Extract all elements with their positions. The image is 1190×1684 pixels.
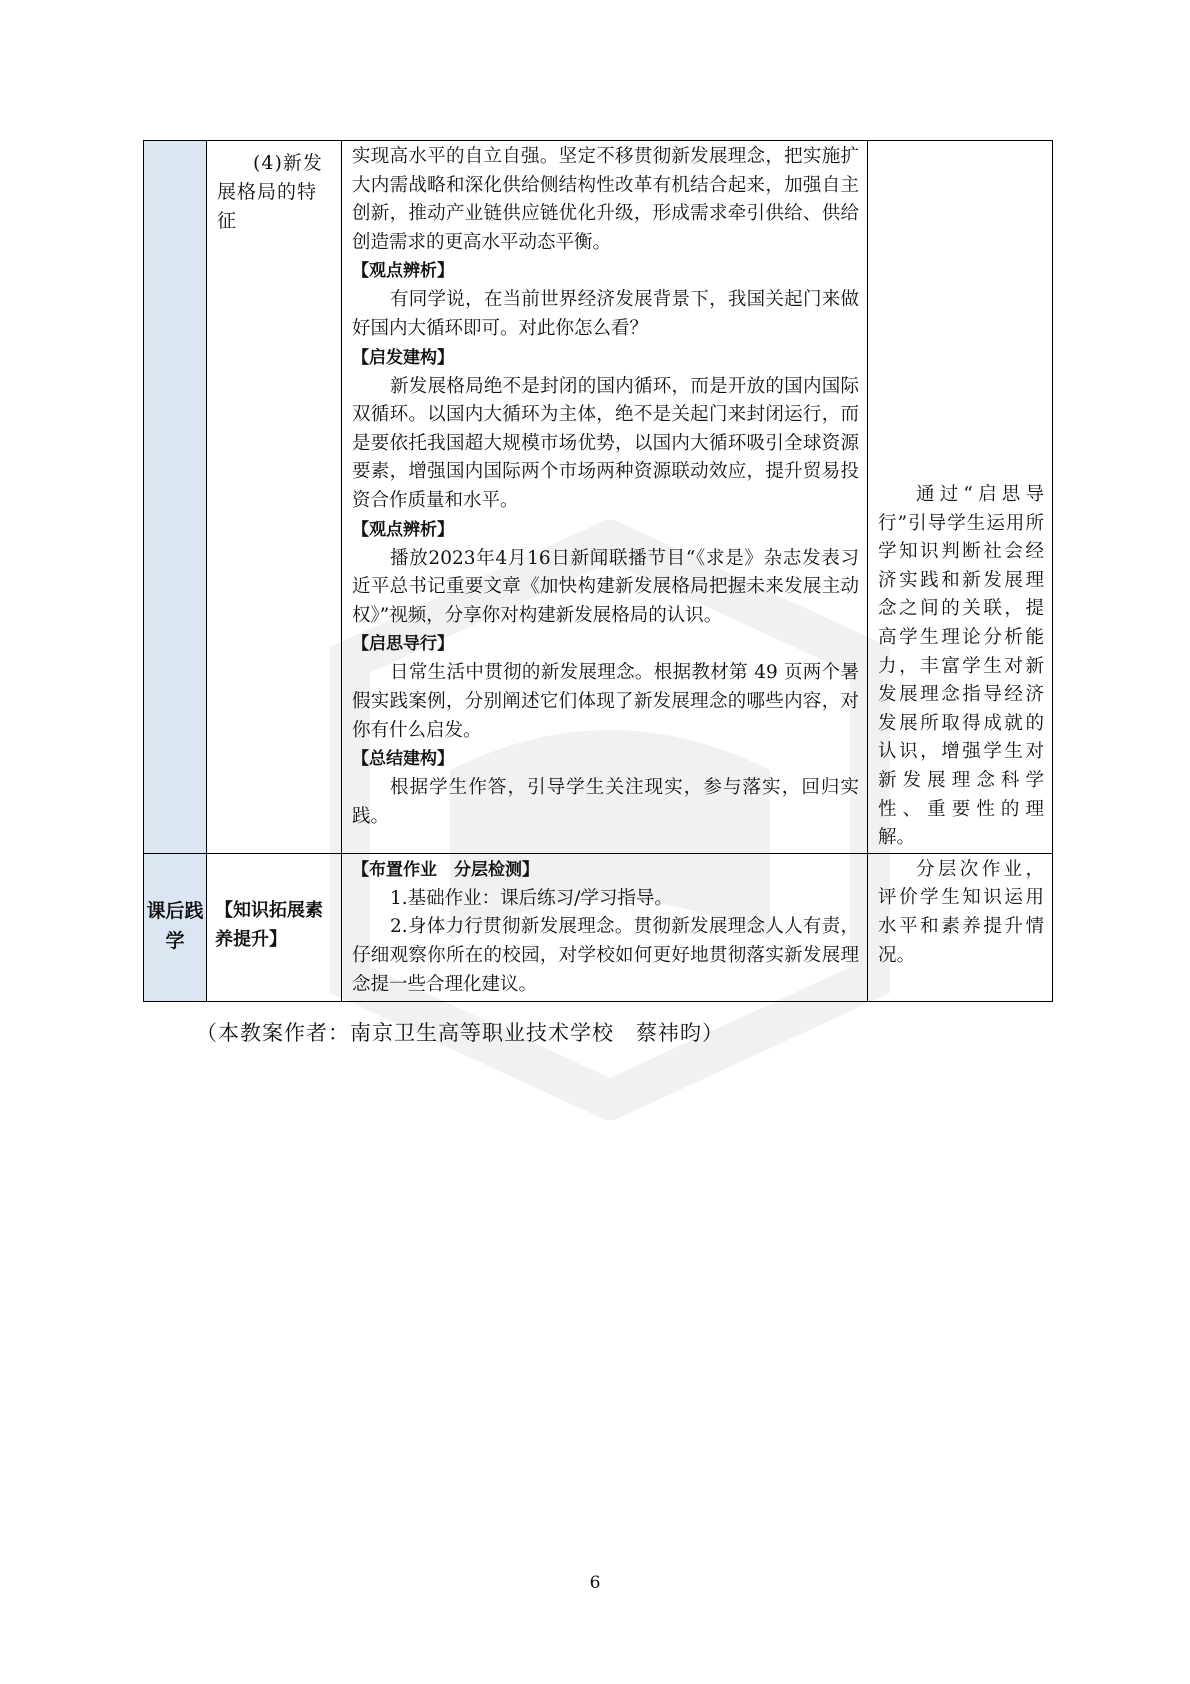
section-heading: 【观点辨析】 [352,519,454,540]
paragraph: 根据学生作答，引导学生关注现实，参与落实，回归实践。 [352,777,859,827]
section-heading: 【总结建构】 [352,749,454,770]
note-cell [868,853,1053,1001]
section-label-cell [207,853,342,1001]
paragraph: 实现高水平的自立自强。坚定不移贯彻新发展理念，把实施扩大内需战略和深化供给侧结构性改革有机结合起来，加强自主创新，推动产业链供应链优化升级，形成需求牵引供给、供给创造需求的更高水平动态平衡。 [352,146,859,253]
paragraph: 1.基础作业：课后练习/学习指导。 [390,887,673,909]
section-heading: 【观点辨析】 [352,261,454,282]
section-label-cell [207,141,342,854]
note-cell [868,141,1053,854]
paragraph: 新发展格局绝不是封闭的国内循环，而是开放的国内国际双循环。以国内大循环为主体，绝不是关起门来封闭运行，而是要依托我国超大规模市场优势，以国内大循环吸引全球资源要素，增强国内国际两个市场两种资源联动效应，提升贸易投资合作质量和水平。 [352,375,859,511]
stage-label: 课后践学 [146,899,204,952]
stage-cell [144,853,207,1001]
author-credit: （本教案作者：南京卫生高等职业技术学校 蔡祎昀） [196,1021,724,1045]
paragraph: 有同学说，在当前世界经济发展背景下，我国关起门来做好国内大循环即可。对此你怎么看？ [352,289,859,339]
section-label: 【知识拓展素养提升】 [215,899,323,950]
paragraph: 日常生活中贯彻的新发展理念。根据教材第 49 页两个暑假实践案例，分别阐述它们体现了新发展理念的哪些内容，对你有什么启发。 [352,662,859,741]
page-number: 6 [589,1573,601,1593]
content-cell [342,141,868,854]
content-blocks [342,854,867,1001]
lesson-plan-table [143,140,1053,1002]
section-heading: 【启发建构】 [352,347,454,368]
section-label: (4)新发展格局的特征 [217,152,323,232]
table-row [144,141,1053,854]
section-heading: 【布置作业 分层检测】 [352,859,539,880]
paragraph: 2.身体力行贯彻新发展理念。贯彻新发展理念人人有责，仔细观察你所在的校园，对学校如何更好地贯彻落实新发展理念提一些合理化建议。 [352,916,859,995]
content-cell [342,853,868,1001]
content-blocks [342,141,867,833]
design-note: 通过“启思导行”引导学生运用所学知识判断社会经济实践和新发展理念之间的关联，提高学生理论分析能力，丰富学生对新发展理念指导经济发展所取得成就的认识，增强学生对新发展理念科学性、重要性的理解。 [878,484,1044,849]
paragraph: 播放2023年4月16日新闻联播节目“《求是》杂志发表习近平总书记重要文章《加快构建新发展格局把握未来发展主动权》”视频，分享你对构建新发展格局的认识。 [352,547,859,626]
design-note: 分层次作业，评价学生知识运用水平和素养提升情况。 [878,858,1044,966]
section-heading: 【启思导行】 [352,634,454,655]
stage-cell-empty [144,141,207,854]
table-row [144,853,1053,1001]
